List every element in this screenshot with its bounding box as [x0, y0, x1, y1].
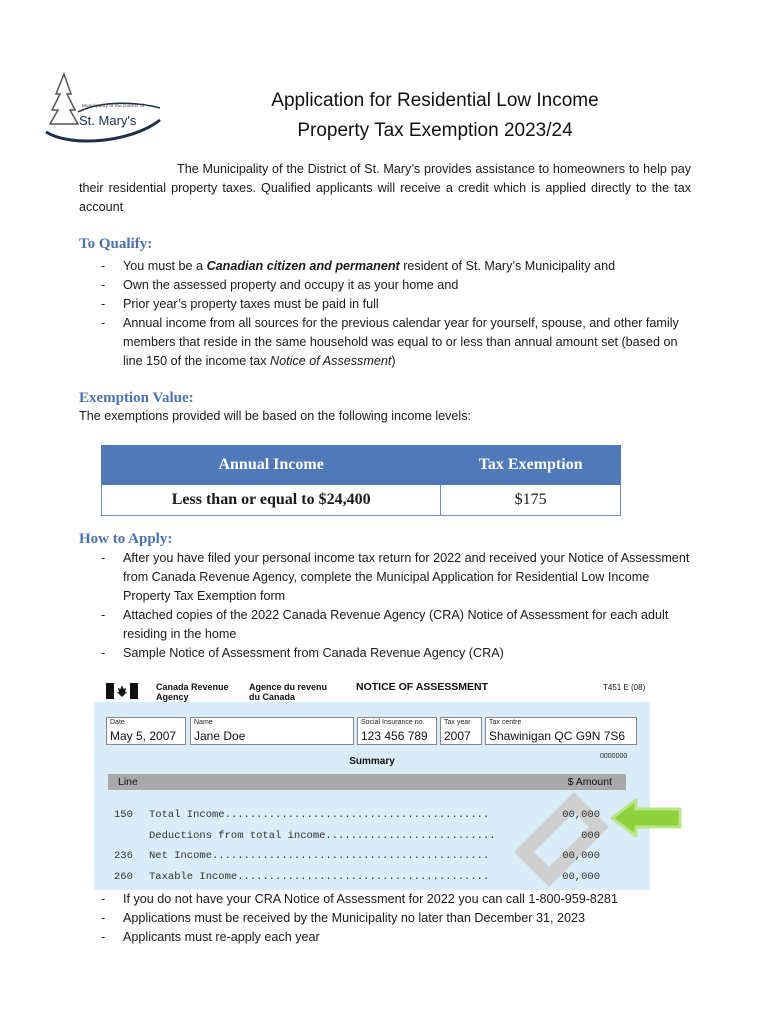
list-item: - Annual income from all sources for the previous calendar year for yourself, spouse, and other family members that reside in the same household was equal to or less than annual amount set (based on line 150 of the income tax Notice of Assessment) [101, 314, 691, 371]
list-item: - Sample Notice of Assessment from Canada Revenue Agency (CRA) [101, 644, 691, 663]
canada-flag-icon [106, 683, 138, 699]
date-field: Date May 5, 2007 [106, 717, 186, 745]
name-field: Name Jane Doe [190, 717, 354, 745]
agency-name-fr: Agence du revenu du Canada [249, 682, 328, 702]
form-code: T451 E (08) [603, 683, 646, 692]
tree-icon [50, 74, 78, 124]
apply-heading: How to Apply: [79, 531, 173, 547]
table-row: 150 Total Income.......................................... 00,000 [114, 809, 600, 821]
list-item: - Prior year’s property taxes must be paid in full [101, 295, 691, 314]
sample-notice-of-assessment [94, 672, 650, 890]
list-item: - Own the assessed property and occupy it as your home and [101, 276, 691, 295]
amount-header: $ Amount [567, 776, 612, 788]
line-header: Line [118, 776, 138, 788]
agency-name-en: Canada Revenue Agency [156, 682, 229, 702]
exemption-cell: $175 [441, 485, 621, 516]
arrow-left-icon [608, 796, 684, 840]
tax-centre-field: Tax centre Shawinigan QC G9N 7S6 [485, 717, 637, 745]
logo-name: St. Mary's [79, 113, 137, 128]
list-item: - Applications must be received by the Municipality no later than December 31, 2023 [101, 909, 691, 928]
logo-tagline: Municipality of the District of [82, 103, 145, 108]
table-row: 236 Net Income............................................ 00,000 [114, 850, 600, 862]
exemption-table [101, 445, 621, 516]
list-item: - Attached copies of the 2022 Canada Revenue Agency (CRA) Notice of Assessment for each adult residing in the home [101, 606, 691, 644]
income-cell: Less than or equal to $24,400 [102, 485, 441, 516]
serial-number: 0000000 [600, 753, 628, 760]
table-row: Deductions from total income........................... 000 [149, 830, 600, 842]
apply-list [101, 549, 691, 663]
tax-year-field: Tax year 2007 [440, 717, 482, 745]
qualify-list [101, 257, 691, 371]
table-header-exemption: Tax Exemption [441, 446, 621, 485]
title-line-2: Property Tax Exemption 2023/24 [297, 120, 573, 141]
page-title [180, 86, 690, 146]
qualify-heading: To Qualify: [79, 236, 153, 252]
intro-paragraph [79, 160, 691, 217]
exemption-heading: Exemption Value: [79, 390, 194, 406]
sin-field: Social Insurance no. 123 456 789 [357, 717, 437, 745]
list-item: - Applicants must re-apply each year [101, 928, 691, 947]
intro-text: The Municipality of the District of St. Mary’s provides assistance to homeowners to help pay their residential property taxes. Qualified applicants will receive a credit which is applied directly to the tax account [79, 162, 691, 214]
closing-list [101, 890, 691, 947]
title-line-1: Application for Residential Low Income [271, 90, 599, 111]
table-row: 260 Taxable Income........................................ 00,000 [114, 871, 600, 883]
noa-title: NOTICE OF ASSESSMENT [356, 681, 489, 693]
list-item: - If you do not have your CRA Notice of Assessment for 2022 you can call 1-800-959-8281 [101, 890, 691, 909]
summary-label: Summary [349, 756, 395, 767]
exemption-text: The exemptions provided will be based on the following income levels: [79, 409, 472, 423]
municipality-logo [42, 72, 162, 150]
list-item: - You must be a Canadian citizen and permanent resident of St. Mary’s Municipality and [101, 257, 691, 276]
list-item: - After you have filed your personal income tax return for 2022 and received your Notice of Assessment from Canada Revenue Agency, complete the Municipal Application for Residential Low Income Property Tax Exemption form [101, 549, 691, 606]
table-header-income: Annual Income [102, 446, 441, 485]
